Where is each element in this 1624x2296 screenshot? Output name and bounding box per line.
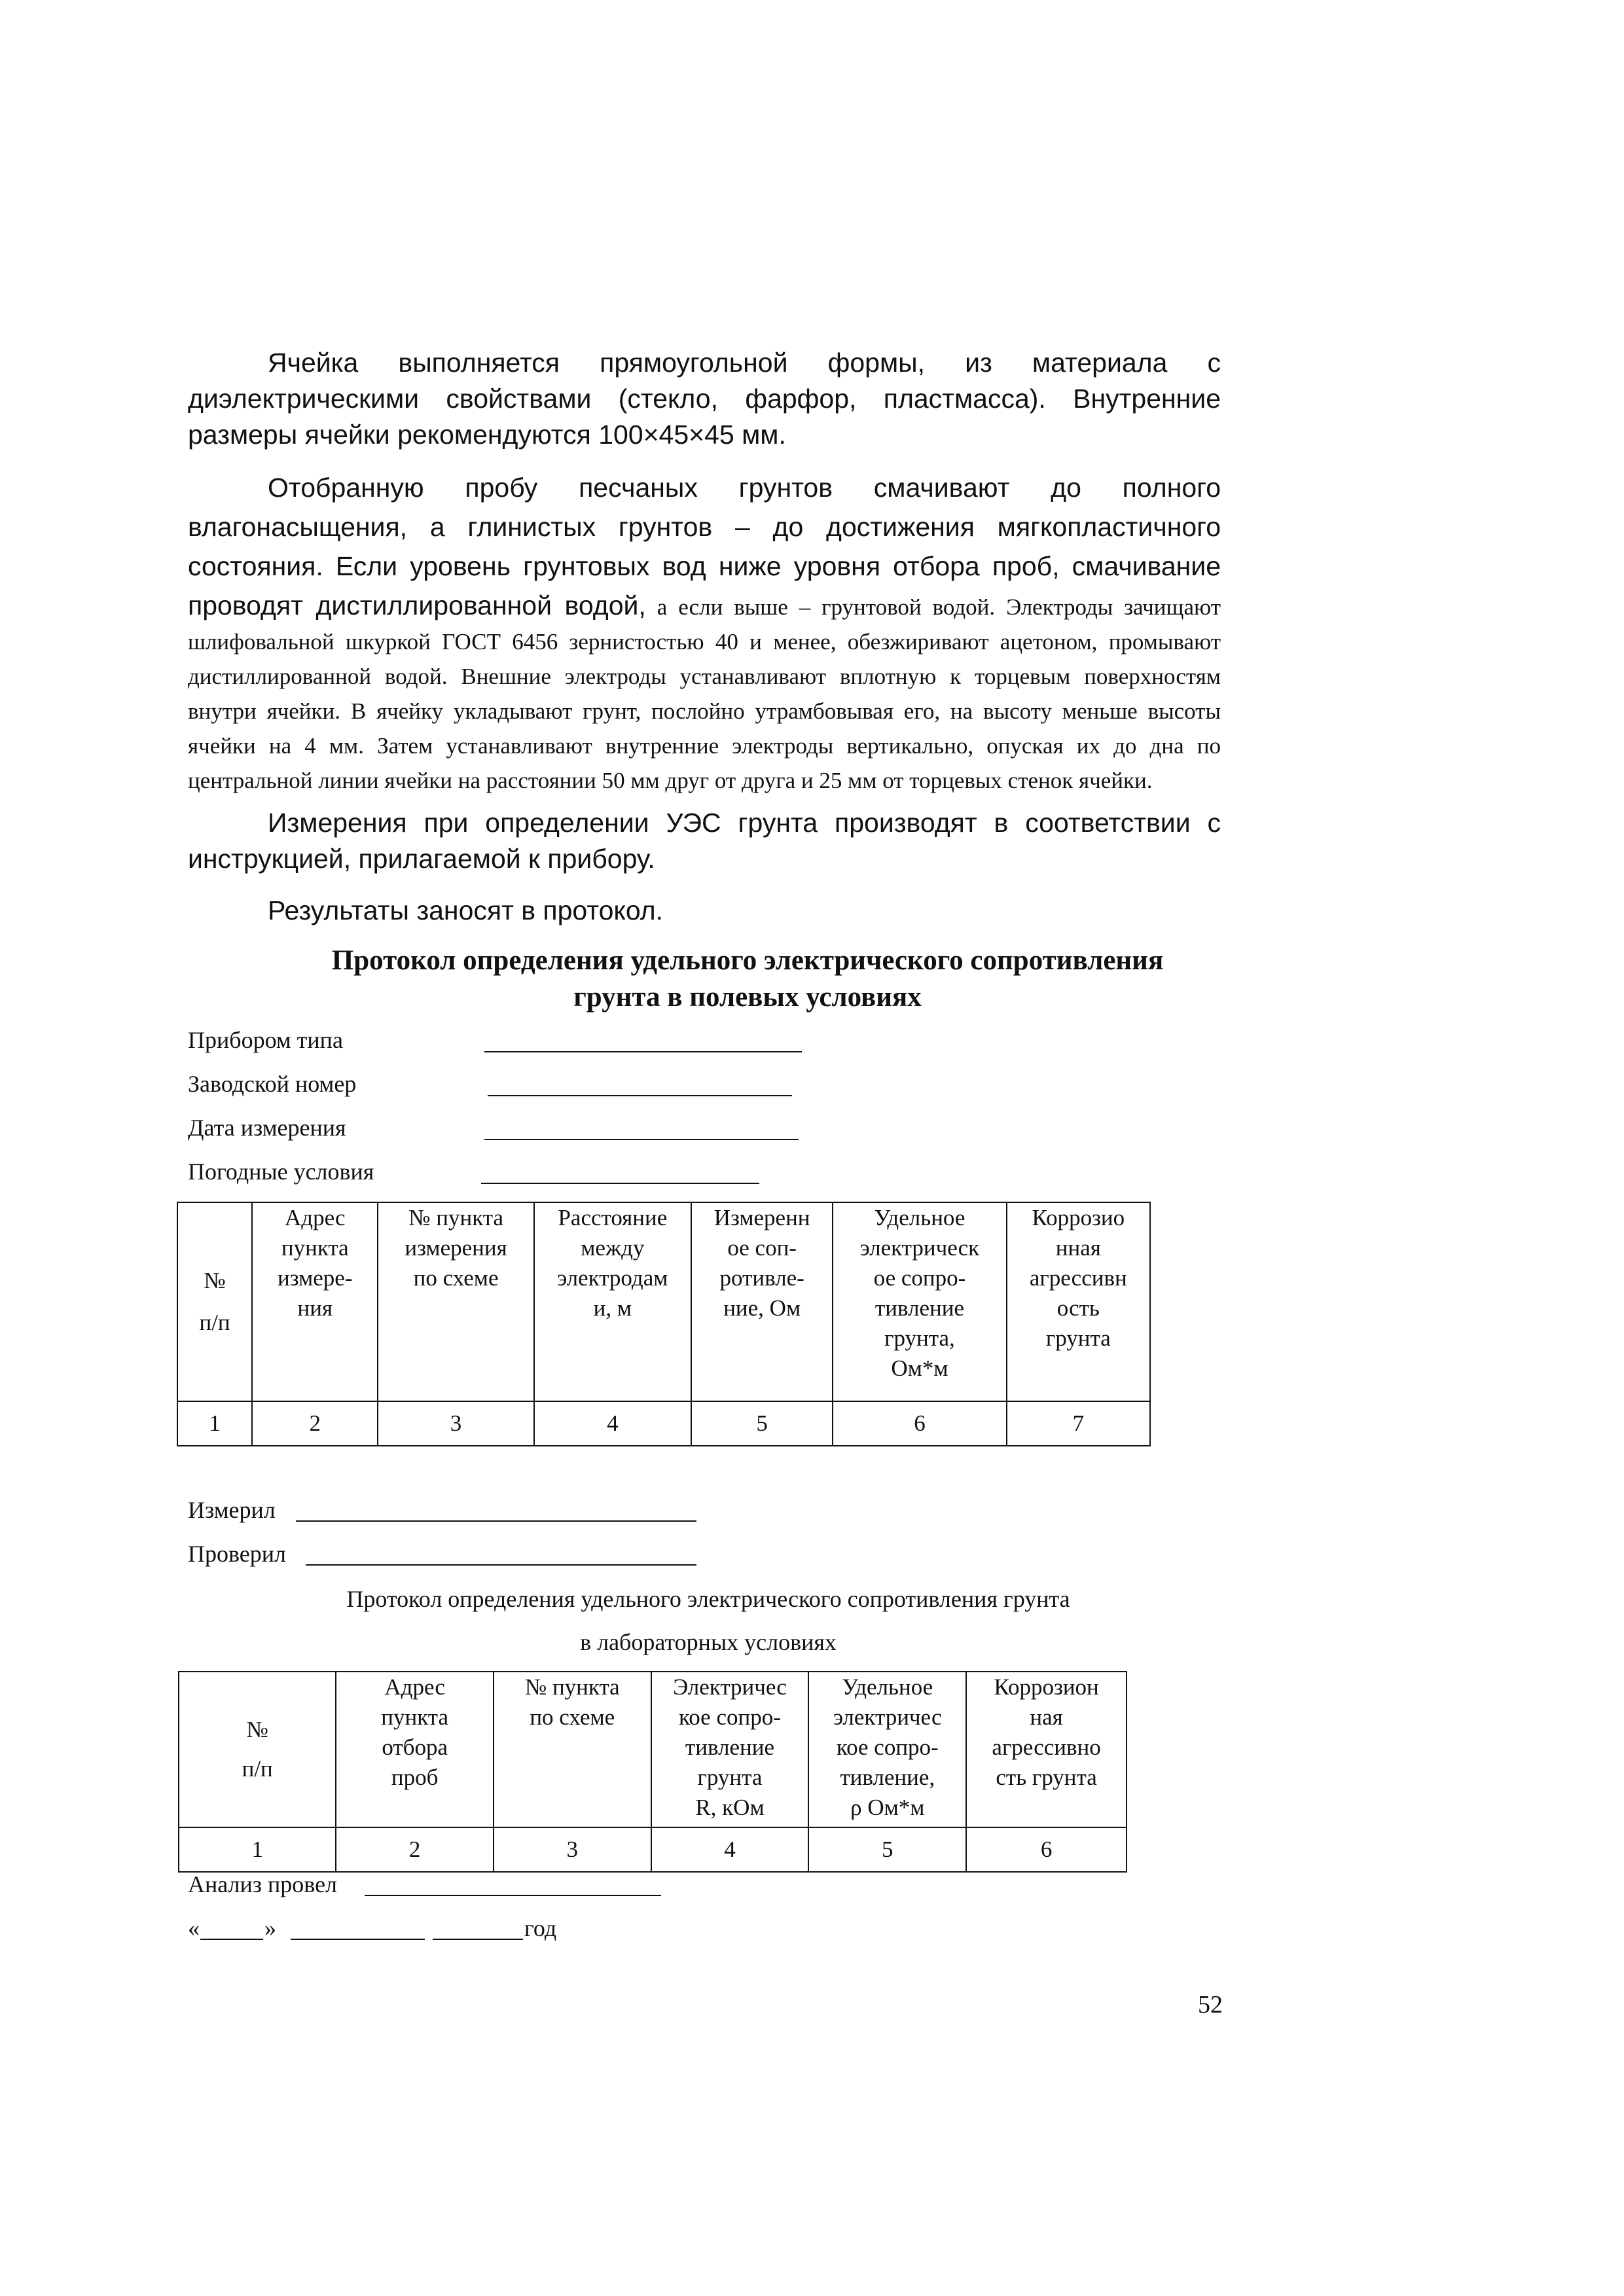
header-line: тивление bbox=[685, 1734, 775, 1760]
measurement-date-line bbox=[484, 1139, 799, 1140]
field-protocol-title bbox=[188, 942, 1307, 1016]
header-line: тивление, bbox=[840, 1765, 935, 1790]
paragraph-sample-preparation bbox=[188, 470, 1221, 800]
field-table-number-row bbox=[177, 1401, 1150, 1446]
date-open-quote: « bbox=[188, 1915, 200, 1941]
date-year-line bbox=[433, 1939, 523, 1940]
header-line: измере- bbox=[278, 1265, 353, 1291]
header-line: Коррозио bbox=[1032, 1205, 1125, 1230]
header-line: ная bbox=[1030, 1704, 1063, 1730]
column-number-cell: 6 bbox=[966, 1827, 1127, 1872]
header-line: кое сопро- bbox=[836, 1734, 939, 1760]
header-line: ое соп- bbox=[727, 1235, 797, 1261]
lab-table-number-row bbox=[179, 1827, 1127, 1872]
analysis-by-label: Анализ провел bbox=[188, 1871, 338, 1897]
header-line: Ом*м bbox=[891, 1355, 948, 1381]
measured-by-line bbox=[296, 1520, 696, 1522]
field-table-header-cell bbox=[833, 1202, 1006, 1401]
lab-protocol-title-line-2: в лабораторных условиях bbox=[580, 1629, 837, 1655]
header-line: тивление bbox=[875, 1295, 965, 1321]
header-line: ость bbox=[1056, 1295, 1100, 1321]
header-line: пункта bbox=[281, 1235, 349, 1261]
header-line: № пункта bbox=[408, 1205, 503, 1230]
column-number-cell: 7 bbox=[1007, 1401, 1150, 1446]
weather-conditions-label: Погодные условия bbox=[188, 1158, 374, 1185]
checked-by-label: Проверил bbox=[188, 1541, 286, 1567]
header-line: Удельное bbox=[874, 1205, 965, 1230]
checked-by-line bbox=[306, 1564, 696, 1566]
header-line: отбора bbox=[382, 1734, 448, 1760]
lab-table-header-cell bbox=[179, 1672, 336, 1827]
lab-table-header-cell bbox=[808, 1672, 966, 1827]
lab-protocol-table bbox=[178, 1671, 1127, 1873]
paragraph-sample-preparation-part-1: Отобранную пробу песчаных грунтов смачивают до полного влагонасыщения, а глинистых грунтов – до достижения мягкопластичного состояния. Если уровень грунтовых вод ниже уровня отбора проб, смачивание проводят дистиллированной водой, bbox=[188, 473, 1221, 620]
measurement-date-label: Дата измерения bbox=[188, 1115, 346, 1141]
field-table-header-cell bbox=[378, 1202, 533, 1401]
field-table-header-row bbox=[177, 1202, 1150, 1401]
header-line: проб bbox=[391, 1765, 439, 1790]
header-line: Расстояние bbox=[558, 1205, 668, 1230]
header-line: между bbox=[581, 1235, 645, 1261]
weather-conditions-line bbox=[481, 1183, 759, 1184]
serial-number-label: Заводской номер bbox=[188, 1071, 357, 1097]
header-line: Адрес bbox=[384, 1674, 445, 1700]
header-line: грунта bbox=[697, 1765, 763, 1790]
lab-protocol-title bbox=[188, 1583, 1229, 1659]
header-line: по схеме bbox=[530, 1704, 615, 1730]
header-line: нная bbox=[1055, 1235, 1101, 1261]
year-label: год bbox=[524, 1915, 557, 1941]
header-line: № bbox=[246, 1717, 268, 1742]
page-number: 52 bbox=[1198, 1991, 1223, 2018]
field-protocol-title-line-2: грунта в полевых условиях bbox=[573, 982, 922, 1013]
header-line: электродам bbox=[557, 1265, 668, 1291]
header-line: № пункта bbox=[524, 1674, 620, 1700]
lab-table-header-row bbox=[179, 1672, 1127, 1827]
device-type-label: Прибором типа bbox=[188, 1027, 343, 1053]
date-close-quote: » bbox=[264, 1915, 276, 1941]
field-table-header-cell bbox=[1007, 1202, 1150, 1401]
lab-table-header-cell bbox=[651, 1672, 809, 1827]
header-line: ротивле- bbox=[719, 1265, 804, 1291]
header-line: п/п bbox=[242, 1756, 273, 1782]
header-line: Коррозион bbox=[994, 1674, 1099, 1700]
column-number-cell: 6 bbox=[833, 1401, 1006, 1446]
header-line: пункта bbox=[381, 1704, 449, 1730]
column-number-cell: 4 bbox=[651, 1827, 809, 1872]
column-number-cell: 2 bbox=[252, 1401, 378, 1446]
field-table-header-cell bbox=[691, 1202, 833, 1401]
lab-table-header-cell bbox=[336, 1672, 494, 1827]
device-type-line bbox=[484, 1051, 802, 1052]
column-number-cell: 3 bbox=[494, 1827, 651, 1872]
column-number-cell: 2 bbox=[336, 1827, 494, 1872]
column-number-cell: 5 bbox=[691, 1401, 833, 1446]
header-line: агрессивн bbox=[1029, 1265, 1127, 1291]
header-line: п/п bbox=[199, 1310, 230, 1335]
measured-by-label: Измерил bbox=[188, 1497, 276, 1523]
lab-protocol-title-line-1: Протокол определения удельного электрического сопротивления грунта bbox=[346, 1586, 1070, 1612]
paragraph-cell-description: Ячейка выполняется прямоугольной формы, из материала с диэлектрическими свойствами (стекло, фарфор, пластмасса). Внутренние размеры ячейки рекомендуются 100×45×45 мм. bbox=[188, 348, 1221, 450]
paragraph-measurement-instructions: Измерения при определении УЭС грунта производят в соответствии с инструкцией, прилагаемой к прибору. bbox=[188, 808, 1221, 874]
column-number-cell: 3 bbox=[378, 1401, 533, 1446]
header-line: Адрес bbox=[285, 1205, 346, 1230]
date-month-line bbox=[291, 1939, 425, 1940]
field-protocol-table bbox=[177, 1202, 1151, 1446]
header-line: по схеме bbox=[413, 1265, 499, 1291]
column-number-cell: 5 bbox=[808, 1827, 966, 1872]
header-line: кое сопро- bbox=[679, 1704, 781, 1730]
header-line: измерения bbox=[405, 1235, 507, 1261]
header-line: Измеренн bbox=[713, 1205, 810, 1230]
column-number-cell: 4 bbox=[534, 1401, 691, 1446]
header-line: ние, Ом bbox=[723, 1295, 801, 1321]
column-number-cell: 1 bbox=[179, 1827, 336, 1872]
header-line: Удельное bbox=[842, 1674, 933, 1700]
header-line: грунта, bbox=[884, 1325, 955, 1351]
header-line: ρ Ом*м bbox=[850, 1795, 925, 1820]
paragraph-results-recorded: Результаты заносят в протокол. bbox=[268, 895, 664, 925]
header-line: электричес bbox=[833, 1704, 942, 1730]
lab-table-header-cell bbox=[966, 1672, 1127, 1827]
serial-number-line bbox=[488, 1095, 792, 1096]
field-table-header-cell bbox=[534, 1202, 691, 1401]
header-line: ое сопро- bbox=[873, 1265, 966, 1291]
header-line: электрическ bbox=[859, 1235, 980, 1261]
header-line: Электричес bbox=[673, 1674, 787, 1700]
header-line: агрессивно bbox=[992, 1734, 1101, 1760]
field-table-header-cell bbox=[177, 1202, 252, 1401]
field-table-header-cell bbox=[252, 1202, 378, 1401]
paragraph-sample-preparation-part-2: а если выше – грунтовой водой. Электроды зачищают шлифовальной шкуркой ГОСТ 6456 зернистостью 40 и менее, обезжиривают ацетоном, промывают дистиллированной водой. Внешние электроды устанавливают вплотную к торцевым поверхностям внутри ячейки. В ячейку укладывают грунт, послойно утрамбовывая его, на высоту меньше высоты ячейки на 4 мм. Затем устанавливают внутренние электроды вертикально, опуская их до дна по центральной линии ячейки на расстоянии 50 мм друг от друга и 25 мм от торцевых стенок ячейки. bbox=[188, 594, 1221, 793]
field-protocol-title-line-1: Протокол определения удельного электрического сопротивления bbox=[331, 945, 1164, 976]
header-line: ния bbox=[297, 1295, 333, 1321]
header-line: грунта bbox=[1045, 1325, 1111, 1351]
lab-table-header-cell bbox=[494, 1672, 651, 1827]
header-line: R, кОм bbox=[695, 1795, 765, 1820]
analysis-by-line bbox=[365, 1895, 661, 1896]
header-line: и, м bbox=[593, 1295, 632, 1321]
header-line: сть грунта bbox=[996, 1765, 1097, 1790]
column-number-cell: 1 bbox=[177, 1401, 252, 1446]
header-line: № bbox=[204, 1268, 226, 1293]
date-day-line bbox=[200, 1939, 263, 1940]
